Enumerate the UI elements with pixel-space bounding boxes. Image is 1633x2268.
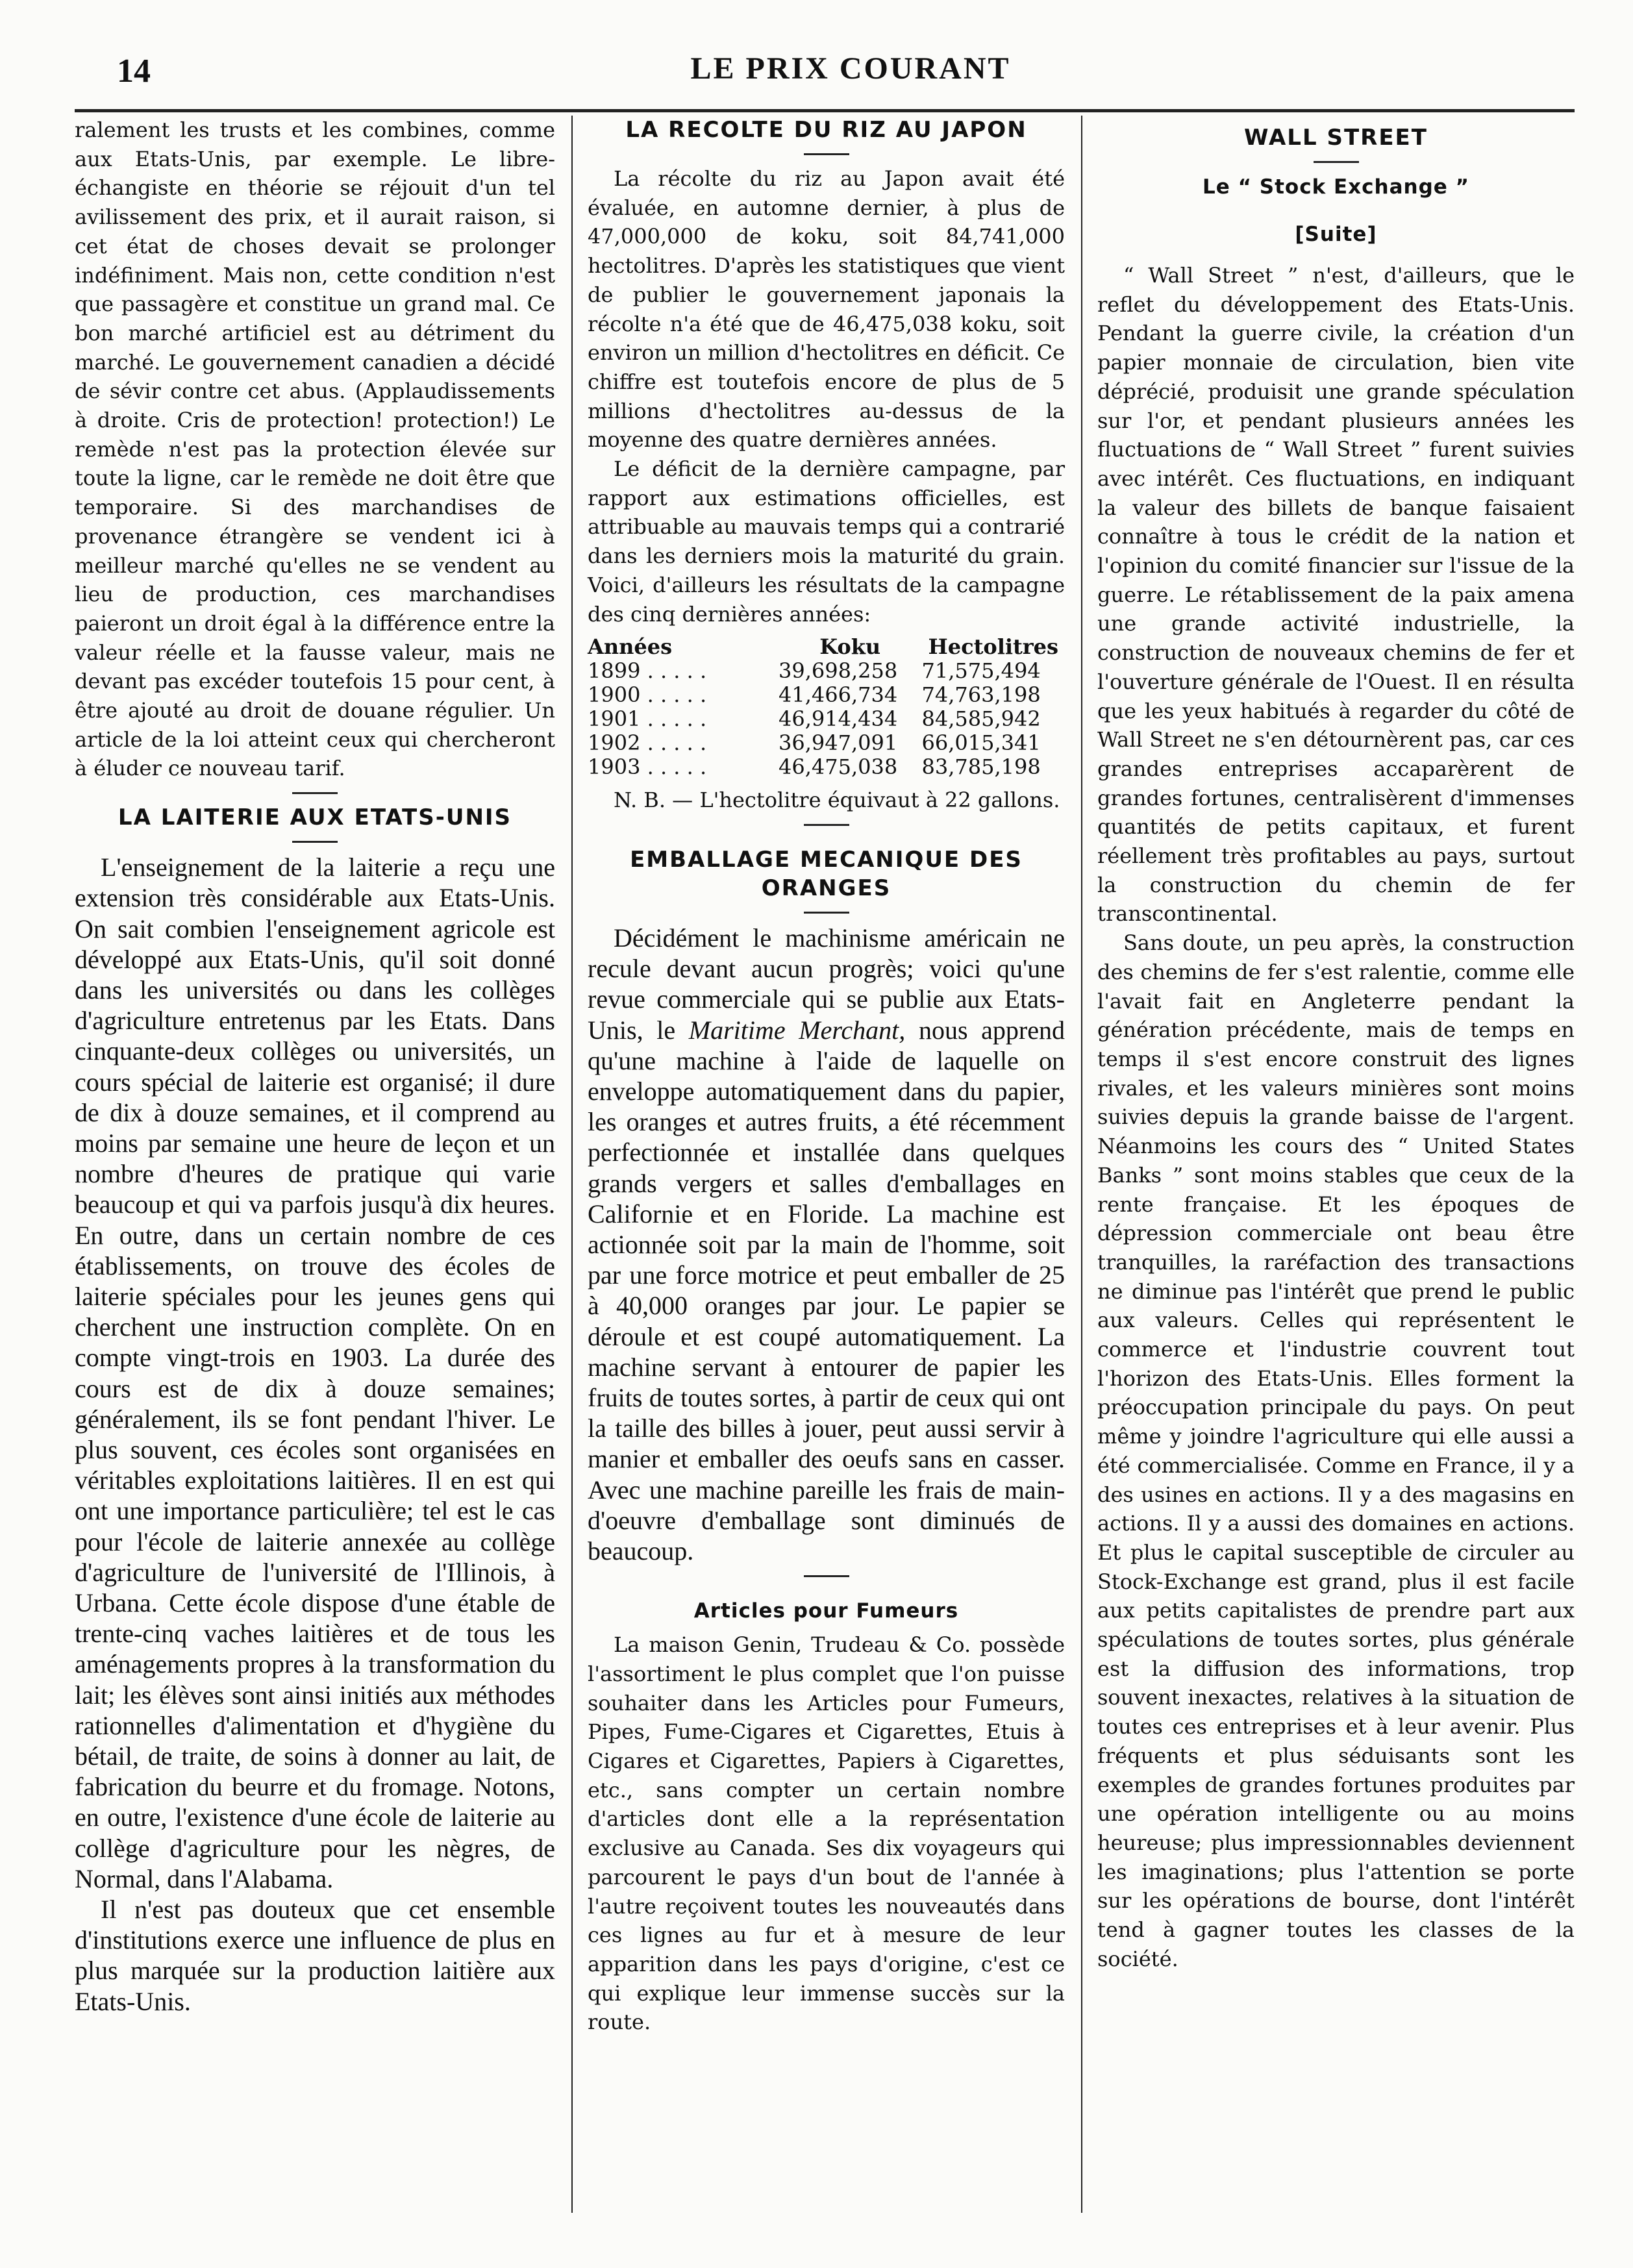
column-3 [1097,116,1575,1973]
koku-cell: 36,947,091 [779,730,898,756]
dairy-paragraph: Il n'est pas douteux que cet ensemble d'institutions exerce une influence de plus en plus marquée sur la production laitière aux Etats-Unis. [75,1895,555,2016]
separator [804,824,849,826]
oranges-text-start: Décidément le machinisme américain ne recule devant aucun progrès; voici qu'une revue commerciale qui se publie aux Etats-Unis, le [588,923,1065,1045]
wall-street-paragraph: “ Wall Street ” n'est, d'ailleurs, que le reflet du développement des Etats-Unis. Pendant la guerre civile, la création d'un papier monnaie de circulation, bien vite déprécié, produisit une grande spéculation sur l'or, et pendant plusieurs années les fluctuations de “ Wall Street ” furent suivies avec intérêt. Ces fluctuations, en indiquant la valeur des billets de banque faisaient connaître à tous le crédit de la nation et l'opinion du comité financier sur l'issue de la guerre. Le rétablissement de la paix amena une grande activité industrielle, la construction de nouveaux chemins de fer et l'ouverture générale de l'Ouest. Il en résulta que les yeux habitués à regarder du côté de Wall Street ne s'en détournèrent pas, car ces grandes entreprises accaparèrent de grandes fortunes, centralisèrent d'immenses quantités de petits capitaux, et furent réellement très profitables au pays, surtout la construction du chemin de fer transcontinental. [1097,263,1575,927]
stock-exchange-subheading: Le “ Stock Exchange ” [1203,175,1469,199]
table-header-row [588,635,1065,659]
rice-paragraph: La récolte du riz au Japon avait été évaluée, en automne dernier, à plus de 47,000,000 de koku, soit 84,741,000 hectolitres. D'après les statistiques que vient de publier le gouvernement japonais la récolte n'a été que de 46,475,038 koku, soit environ un million d'hectolitres en déficit. Ce chiffre est toutefois encore de plus de 5 millions d'hectolitres au-dessus de la moyenne des quatre dernières années. [588,166,1065,453]
continued-article-text: ralement les trusts et les combines, comme aux Etats-Unis, par exemple. Le libre-échangiste en théorie se réjouit d'un tel avilissement des prix, et il aurait raison, si cet état de choses devait se prolonger indéfiniment. Mais non, cette condition n'est que passagère et constitue un grand mal. Ce bon marché artificiel est au détriment du marché. Le gouvernement canadien a décidé de sévir contre cet abus. (Applaudissements à droite. Cris de protection! protection!) Le remède n'est pas la protection élevée sur toute la ligne, car le remède ne doit être que temporaire. Si des marchandises de provenance étrangère se vendent ici à meilleur marché qu'elles ne se vendent au lieu de production, ces marchandises paieront un droit égal à la différence entre la valeur réelle et la fausse valeur, mais ne devant pas excéder toutefois 15 pour cent, à être ajouté au droit de douane régulier. Un article de la loi atteint ceux qui chercheront à éluder ce nouveau tarif. [75,118,555,781]
koku-cell: 41,466,734 [779,682,898,708]
year-cell: 1902 . . . . . [588,730,707,756]
col-header-years: Années [588,634,673,660]
year-cell: 1900 . . . . . [588,682,707,708]
separator [804,912,849,914]
table-row [588,755,1065,779]
page-header [97,45,1604,91]
table-row [588,707,1065,731]
col-header-hectolitres: Hectolitres [928,634,1059,660]
koku-cell: 39,698,258 [779,658,898,684]
oranges-paragraph [588,923,1065,1566]
column-1 [75,116,555,2017]
column-2 [588,116,1065,2037]
table-row [588,731,1065,755]
header-rule [75,109,1575,112]
publication-title: LE PRIX COURANT [690,51,1011,86]
year-cell: 1901 . . . . . [588,706,707,732]
page-number: 14 [117,53,151,90]
smokers-paragraph: La maison Genin, Trudeau & Co. possède l'assortiment le plus complet que l'on puisse souhaiter dans les Articles pour Fumeurs, Pipes, Fume-Cigares et Cigarettes, Etuis à Cigares et Cigarettes, Papiers à Cigarettes, etc., sans compter un certain nombre d'articles dont elle a la représentation exclusive au Canada. Ses dix voyageurs qui parcourent le pays d'un bout de l'année à l'autre reçoivent toutes les nouveautés dans ces lignes au fur et à mesure de leur apparition dans les pays d'origine, c'est ce qui explique leur immense succès sur la route. [588,1632,1065,2035]
wall-street-paragraph: Sans doute, un peu après, la construction des chemins de fer s'est ralentie, comme elle l'avait fait en Angleterre pendant la génération précédente, mais de temps en temps il s'est encore construit des lignes rivales, et les valeurs minières sont moins suivies depuis la grande baisse de l'argent. Néanmoins les cours des “ United States Banks ” sont moins stables que ceux de la rente française. Et les époques de dépression commerciale ont beau être tranquilles, la raréfaction des transactions ne diminue pas l'intérêt que prend le public aux valeurs. Celles qui représentent le commerce et l'industrie couvrent tout l'horizon des Etats-Unis. Elles forment la préoccupation principale du pays. On peut même y joindre l'agriculture qui elle aussi a été commercialisée. Comme en France, il y a des usines en actions. Il y a des magasins en actions. Il y a aussi des domaines en actions. Et plus le capital susceptible de circuler au Stock-Exchange est grand, plus il est facile aux petits capitalistes de prendre part aux spéculations de toutes sortes, plus générale est la diffusion des informations, trop souvent inexactes, relatives à la situation de toutes ces entreprises et à leur avenir. Plus fréquents et plus séduisants sont les exemples de grandes fortunes produites par une opération intelligente ou au moins heureuse; plus impressionnables deviennent les imaginations; plus l'attention se porte sur les opérations de bourse, dont l'intérêt tend à gagner toutes les classes de la société. [1097,930,1575,1971]
separator [804,1575,849,1577]
koku-cell: 46,914,434 [779,706,898,732]
rice-harvest-table [588,635,1065,779]
separator [1314,161,1359,163]
suite-label: [Suite] [1295,222,1377,246]
wall-street-article [1097,123,1575,1973]
magazine-title: Maritime Merchant, [688,1015,906,1045]
smokers-article [588,1597,1065,2037]
hectolitre-cell: 74,763,198 [921,682,1041,708]
oranges-text-end: nous apprend qu'une machine à l'aide de laquelle on enveloppe automatiquement dans du papier, les oranges et autres fruits, a été récemment perfectionnée et installée dans quelques grands vergers et salles d'emballages en Californie et en Floride. La machine est actionnée soit par la main de l'homme, soit par une force motrice et peut emballer de 25 à 40,000 oranges par jour. Le papier se déroule et est coupé automatiquement. La machine servant à entourer de papier les fruits de toutes sortes, à partir de ceux qui ont la taille des billes à jouer, peut aussi servir à manier et emballer des oeufs sans en casser. Avec une machine pareille les frais de main-d'oeuvre d'emballage sont diminués de beaucoup. [588,1015,1065,1566]
rice-note: N. B. — L'hectolitre équivaut à 22 gallons. [614,788,1060,813]
oranges-heading: EMBALLAGE MECANIQUE DES ORANGES [630,846,1023,901]
dairy-heading: LA LAITERIE AUX ETATS-UNIS [118,804,512,831]
dairy-paragraph: L'enseignement de la laiterie a reçu une extension très considérable aux Etats-Unis. On sait combien l'enseignement agricole est développé aux Etats-Unis, qu'il soit donné dans les universités ou dans les collèges d'agriculture entretenus par les Etats. Dans cinquante-deux collèges ou universités, un cours spécial de laiterie est organisé; il dure de dix à douze semaines, et il comprend au moins par semaine une heure de leçon et un nombre d'heures de pratique qui varie beaucoup et qui va parfois jusqu'à dix heures. En outre, dans un certain nombre de ces établissements, on trouve des écoles de laiterie spéciales pour les jeunes gens qui cherchent une instruction complète. On en compte vingt-trois en 1903. La durée des cours est de dix à douze semaines; généralement, ils se font pendant l'hiver. Le plus souvent, ces écoles sont organisées en véritables exploitations laitières. Il en est qui ont une importance particulière; tel est le cas pour l'école de laiterie annexée au collège d'agriculture de l'université de l'Illinois, à Urbana. Cette école dispose d'une étable de trente-cinq vaches laitières et de tous les aménagements propres à la transformation du lait; les élèves sont ainsi initiés aux méthodes rationnelles d'alimentation et d'hygiène du bétail, de traite, de soins à donner au lait, de fabrication du beurre et du fromage. Notons, en outre, l'existence d'une école de laiterie au collège d'agriculture pour les nègres, de Normal, dans l'Alabama. [75,853,555,1893]
rice-heading: LA RECOLTE DU RIZ AU JAPON [625,117,1027,143]
wall-street-heading: WALL STREET [1244,125,1428,151]
rice-article [588,116,1065,815]
koku-cell: 46,475,038 [779,754,898,780]
oranges-article [588,845,1065,1566]
column-divider-left [571,116,573,2213]
hectolitre-cell: 66,015,341 [921,730,1041,756]
hectolitre-cell: 71,575,494 [921,658,1041,684]
year-cell: 1903 . . . . . [588,754,707,780]
smokers-heading: Articles pour Fumeurs [693,1599,959,1623]
separator [804,153,849,155]
table-row [588,683,1065,707]
dairy-article [75,803,555,2017]
table-row [588,659,1065,683]
column-divider-right [1081,116,1082,2213]
hectolitre-cell: 83,785,198 [921,754,1041,780]
separator [292,792,338,794]
col-header-koku: Koku [819,634,881,660]
hectolitre-cell: 84,585,942 [921,706,1041,732]
year-cell: 1899 . . . . . [588,658,707,684]
separator [292,841,338,843]
rice-paragraph: Le déficit de la dernière campagne, par rapport aux estimations officielles, est attribuable au mauvais temps qui a contrarié dans les derniers mois la maturité du grain. Voici, d'ailleurs les résultats de la campagne des cinq dernières années: [588,456,1065,627]
